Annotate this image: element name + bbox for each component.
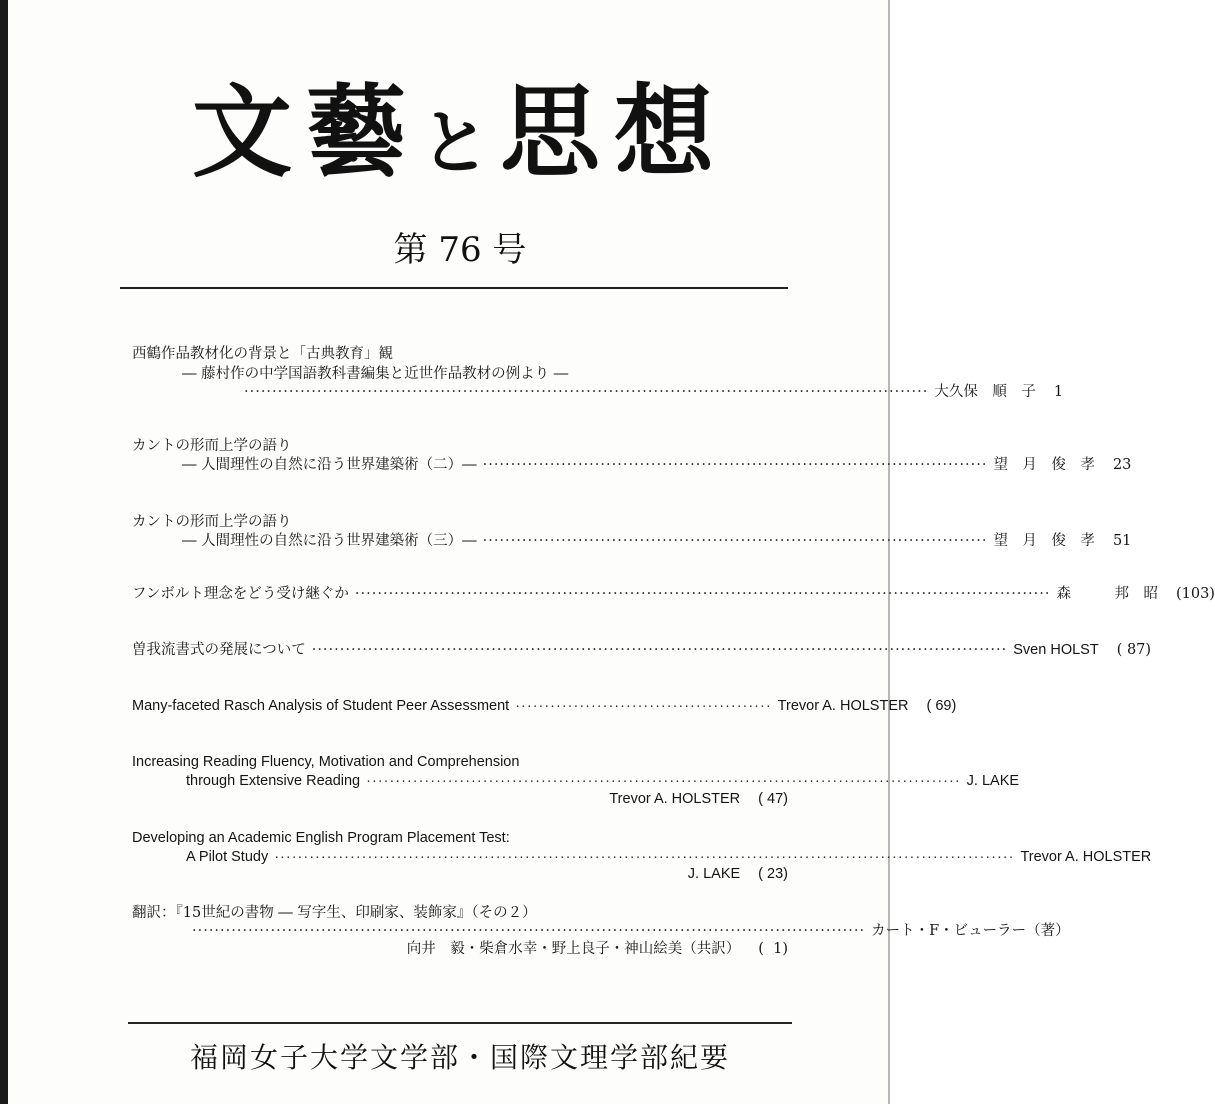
- toc-entry-6-author: Trevor A. HOLSTER: [777, 698, 909, 714]
- toc-entry-2-subtitle: ― 人間理性の自然に沿う世界建築術（二）― ·························································································· 望 月 俊 孝 23: [182, 457, 1132, 473]
- leader-dots: ····························································································································: [354, 586, 1051, 602]
- toc-entry-2-title: カントの形而上学の語り: [132, 438, 292, 454]
- toc-entry-1-leader: [238, 382, 1064, 402]
- leader-dots: ··························································································: [482, 533, 988, 549]
- issue-number: 第 76 号: [393, 230, 527, 270]
- leader-dots: ············································: [515, 698, 772, 714]
- publisher-line: 福岡女子大学文学部・国際文理学部紀要: [189, 1041, 730, 1074]
- toc-entry-9-author: カート・F・ビューラー（著）: [871, 923, 1070, 939]
- leader-dots: ··························································································: [482, 457, 988, 473]
- toc-entry-4-page: (103): [1175, 586, 1215, 602]
- toc-entry-7-subtitle: through Extensive Reading ······································································································ J. LAKE: [186, 773, 1020, 789]
- toc-entry-1-page: 1: [1053, 384, 1064, 400]
- leader-dots: ························································································································: [192, 923, 866, 939]
- toc-entry-5-author: Sven HOLST: [1013, 642, 1099, 658]
- toc-entry-9-translators: 向井 毅・柴倉水幸・野上良子・神山絵美（共訳） ( 1): [406, 941, 788, 957]
- toc-entry-7-page: ( 47): [758, 791, 788, 807]
- toc-entry-3-page: 51: [1112, 533, 1132, 549]
- toc-entry-1-author: 大久保 順 子: [934, 384, 1036, 400]
- toc-entry-1-subtitle: ― 藤村作の中学国語教科書編集と近世作品教材の例より ―: [182, 366, 569, 382]
- journal-title: 文藝と思想: [192, 73, 728, 191]
- toc-entry-6-page: ( 69): [926, 698, 957, 714]
- toc-entry-3-subtitle: ― 人間理性の自然に沿う世界建築術（三）― ·························································································· 望 月 俊 孝 51: [182, 533, 1132, 549]
- toc-entry-7-author: J. LAKE: [966, 773, 1020, 789]
- toc-entry-2-author: 望 月 俊 孝: [993, 457, 1095, 473]
- toc-entry-2-page: 23: [1112, 457, 1132, 473]
- toc-entry-8-second-author: J. LAKE ( 23): [687, 866, 788, 882]
- toc-entry-5-page: ( 87): [1116, 642, 1152, 658]
- toc-entry-8-title: Developing an Academic English Program Placement Test:: [132, 830, 510, 846]
- toc-entry-7-title: Increasing Reading Fluency, Motivation and Comprehension: [132, 754, 520, 770]
- leader-dots: ·······························································································································: [274, 849, 1015, 865]
- toc-entry-8-author: Trevor A. HOLSTER: [1020, 849, 1152, 865]
- leader-dots: ····························································································································: [311, 642, 1008, 658]
- toc-entry-6: Many-faceted Rasch Analysis of Student Peer Assessment ············································ Trevor A. HOLSTER ( 69): [132, 698, 957, 714]
- toc-entry-1-title: 西鶴作品教材化の背景と「古典教育」観: [132, 346, 393, 362]
- toc-entry-5: 曽我流書式の発展について ···························································································································· Sven HOLST ( 87): [132, 642, 1152, 658]
- bottom-rule: [128, 1022, 792, 1024]
- toc-entry-3-title: カントの形而上学の語り: [132, 514, 292, 530]
- toc-entry-9-page: ( 1): [758, 941, 788, 957]
- leader-dots: ··························································································································: [244, 384, 929, 400]
- toc-entry-8-subtitle: A Pilot Study ······························································································································· Trevor A. HOLSTER: [186, 849, 1152, 865]
- toc-entry-9-title: 翻訳：『15世紀の書物 ― 写字生、印刷家、装飾家』（その２）: [132, 905, 537, 921]
- toc-entry-8-page: ( 23): [758, 866, 788, 882]
- toc-entry-4: フンボルト理念をどう受け継ぐか ···························································································································· 森 邦 昭 (103): [132, 586, 1215, 602]
- toc-entry-9-leader: [186, 921, 1070, 941]
- toc-entry-4-author: 森 邦 昭: [1056, 586, 1158, 602]
- toc-entry-3-author: 望 月 俊 孝: [993, 533, 1095, 549]
- toc-entry-7-second-author: Trevor A. HOLSTER ( 47): [609, 791, 788, 807]
- leader-dots: ······································································································: [366, 773, 961, 789]
